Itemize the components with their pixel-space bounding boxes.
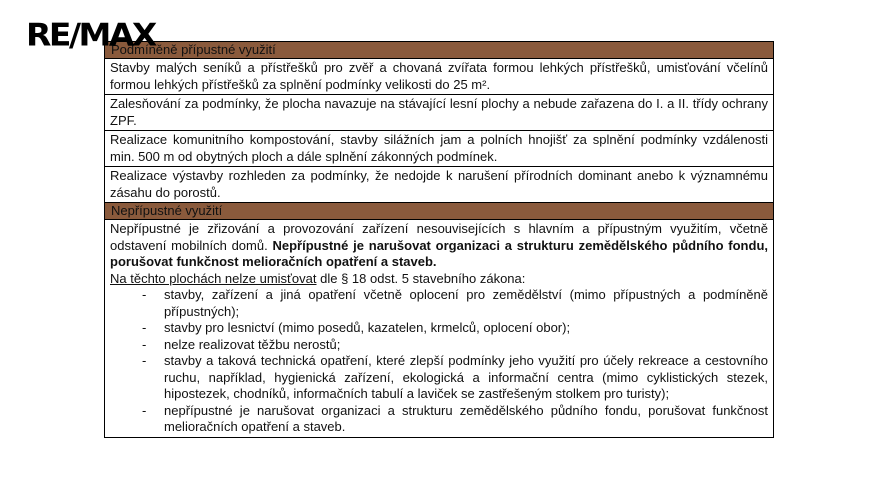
- list-item-text: nepřípustné je narušovat organizaci a strukturu zemědělského půdního fondu, porušovat funkčnost melioračních opatření a staveb.: [164, 402, 768, 434]
- prohibited-paragraph: [110, 221, 768, 271]
- list-item: [110, 403, 768, 436]
- list-item: [110, 320, 768, 337]
- intro-rest: dle § 18 odst. 5 stavebního zákona:: [316, 270, 526, 286]
- list-item-text: nelze realizovat těžbu nerostů;: [164, 336, 341, 352]
- list-item: [110, 287, 768, 320]
- conditional-row: Realizace výstavby rozhleden za podmínky, že nedojde k narušení přírodních dominant anebo k významnému zásahu do porostů.: [105, 167, 773, 203]
- remax-logo: RE/MAX: [26, 15, 155, 54]
- prohibited-list: [110, 287, 768, 436]
- conditional-row: Realizace komunitního kompostování, stavby silážních jam a polních hnojišť za splnění podmínky vzdálenosti min. 500 m od obytných ploch a dále splnění zákonných podmínek.: [105, 131, 773, 167]
- section-header-prohibited: Nepřípustné využití: [105, 203, 773, 220]
- list-item: [110, 337, 768, 354]
- prohibited-text: Nepřípustné je zřizování a provozování zařízení nesouvisejících s hlavním a přípustným využitím, včetně odstavení mobilních domů.: [110, 221, 768, 253]
- prohibited-intro: [110, 271, 768, 288]
- dash-bullet: -: [142, 320, 147, 335]
- conditional-row: Stavby malých seníků a přístřešků pro zvěř a chovaná zvířata formou lehkých přístřešků, umisťování včelínů formou lehkých přístřešků za splnění podmínky velikosti do 25 m².: [105, 59, 773, 95]
- dash-bullet: -: [142, 353, 147, 368]
- list-item-text: stavby pro lesnictví (mimo posedů, kazatelen, krmelců, oplocení obor);: [164, 320, 571, 335]
- dash-bullet: -: [142, 336, 147, 352]
- conditional-row: Zalesňování za podmínky, že plocha navazuje na stávající lesní plochy a nebude zařazena do I. a II. třídy ochrany ZPF.: [105, 95, 773, 131]
- section-header-conditional: Podmíněně přípustné využití: [105, 42, 773, 59]
- regulation-table: [104, 41, 774, 438]
- dash-bullet: -: [142, 287, 147, 302]
- list-item-text: stavby a taková technická opatření, které zlepší podmínky jeho využití pro účely rekreace a cestovního ruchu, například, hygienická zařízení, ekologická a informační centra (mimo cyklistických stezek, hipostezek, chodníků, informačních tabulí a laviček se zastřešeným stolkem pro turisty);: [164, 353, 768, 401]
- dash-bullet: -: [142, 402, 147, 418]
- list-item: [110, 353, 768, 403]
- list-item-text: stavby, zařízení a jiná opatření včetně oplocení pro zemědělství (mimo přípustných a podmíněně přípustných);: [164, 287, 768, 319]
- prohibited-content: [105, 220, 773, 437]
- prohibited-text-bold: Nepřípustné je narušovat organizaci a strukturu zemědělského půdního fondu, porušovat funkčnost melioračních opatření a staveb.: [110, 237, 768, 269]
- intro-underlined: Na těchto plochách nelze umisťovat: [110, 270, 317, 286]
